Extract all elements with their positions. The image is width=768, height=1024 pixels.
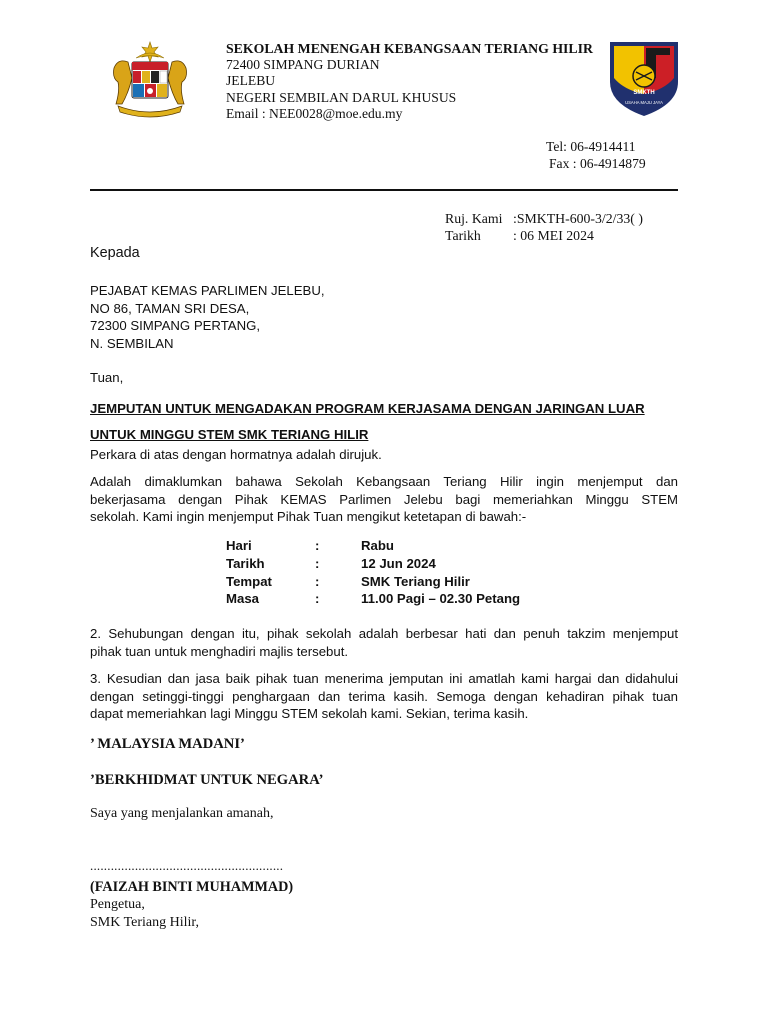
malaysia-crest-emblem [108,38,192,122]
paragraph-line: Adalah dimaklumkan bahawa Sekolah Kebangsaan Teriang Hilir ingin menjemput dan [90,474,678,489]
paragraph-line: dengan setinggi-tinggi penghargaan dan terima kasih. Semoga dengan kehadiran pihak tuan [90,688,678,704]
detail-value: Rabu [361,538,394,553]
salutation: Tuan, [90,370,124,385]
subject-line: JEMPUTAN UNTUK MENGADAKAN PROGRAM KERJASAMA DENGAN JARINGAN LUAR [90,401,645,416]
paragraph-line: dapat memeriahkan lagi Minggu STEM sekolah kami. Sekian, terima kasih. [90,706,529,722]
event-details [226,537,520,608]
detail-label: Tarikh [226,555,265,571]
detail-row [226,590,520,608]
motto-berkhidmat: ’BERKHIDMAT UNTUK NEGARA’ [90,772,324,788]
signatory-name: (FAIZAH BINTI MUHAMMAD) [90,879,294,895]
title-line: Pengetua, [90,897,145,912]
letter-subject [90,396,678,448]
detail-label: Hari [226,538,252,553]
recipient-line: PEJABAT KEMAS PARLIMEN JELEBU, [90,283,325,298]
detail-label: Tempat [226,573,272,589]
title-line: SMK Teriang Hilir, [90,914,200,930]
contact-block [546,139,646,173]
telephone: Tel: 06-4914411 [546,139,636,154]
paragraph-line: 2. Sehubungan dengan itu, pihak sekolah adalah berbesar hati dan penuh takzim menjemput [90,626,678,641]
header-divider [90,189,678,191]
detail-value: 11.00 Pagi – 02.30 Petang [361,591,521,607]
subject-line: UNTUK MINGGU STEM SMK TERIANG HILIR [90,427,369,442]
detail-separator: : [315,538,320,553]
recipient-line: NO 86, TAMAN SRI DESA, [90,300,250,316]
fax: Fax : 06-4914879 [549,155,646,171]
closing-phrase: Saya yang menjalankan amanah, [90,806,274,821]
signatory-title [90,896,199,931]
paragraph-line: pihak tuan untuk menghadiri majlis tersebut. [90,643,349,659]
email-line: Email : NEE0028@moe.edu.my [226,106,403,122]
date-value: : 06 MEI 2024 [513,228,594,244]
school-address [226,57,456,123]
reference-block [445,210,643,244]
recipient-line: N. SEMBILAN [90,335,174,351]
detail-value: SMK Teriang Hilir [361,573,470,589]
detail-label: Masa [226,591,259,607]
school-name: SEKOLAH MENENGAH KEBANGSAAN TERIANG HILIR [226,41,593,56]
detail-separator: : [315,555,320,571]
ref-label: Ruj. Kami [445,211,503,226]
paragraph-3 [90,670,678,723]
recipient-line: 72300 SIMPANG PERTANG, [90,318,261,334]
paragraph-invitation [90,473,678,526]
paragraph-line: sekolah. Kami ingin menjemput Pihak Tuan mengikut ketetapan di bawah:- [90,509,527,525]
paragraph-intro: Perkara di atas dengan hormatnya adalah dirujuk. [90,447,382,462]
paragraph-2 [90,625,678,660]
detail-value: 12 Jun 2024 [361,555,436,571]
detail-row [226,555,520,573]
signature-line: ........................................................ [90,858,284,873]
address-line: NEGERI SEMBILAN DARUL KHUSUS [226,89,457,105]
svg-text:SMKTH: SMKTH [633,90,655,96]
detail-row [226,537,520,555]
school-logo-emblem [606,38,682,118]
motto-malaysia-madani: ’ MALAYSIA MADANI’ [90,736,245,752]
ref-value: :SMKTH-600-3/2/33( ) [513,211,643,226]
date-label: Tarikh [445,228,481,244]
to-label: Kepada [90,245,140,261]
paragraph-line: bekerjasama dengan Pihak KEMAS Parlimen Jelebu bagi memeriahkan Minggu STEM [90,491,678,507]
detail-row [226,573,520,591]
recipient-address [90,282,678,352]
paragraph-line: 3. Kesudian dan jasa baik pihak tuan menerima jemputan ini amatlah kami hargai dan didahului [90,671,678,686]
detail-separator: : [315,591,320,607]
address-line: JELEBU [226,73,276,89]
address-line: 72400 SIMPANG DURIAN [226,57,380,72]
svg-text:USAHA MAJU JAYA: USAHA MAJU JAYA [625,100,663,105]
detail-separator: : [315,573,320,589]
